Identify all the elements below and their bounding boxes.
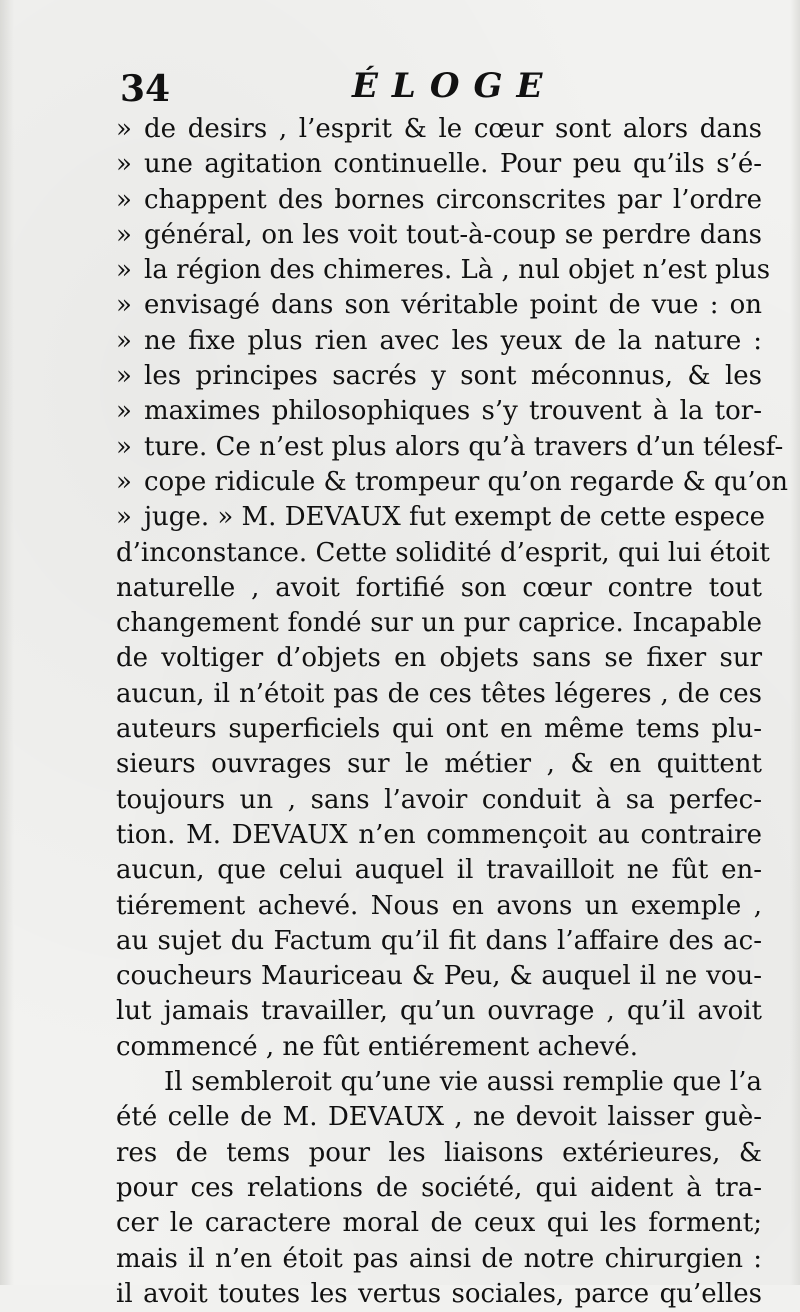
page-number: 34 bbox=[120, 68, 171, 110]
text-line: » la région des chimeres. Là , nul objet n’est plus bbox=[116, 253, 762, 288]
quote-mark: » bbox=[116, 466, 132, 497]
quote-mark: » bbox=[116, 431, 132, 462]
text-line: changement fondé sur un pur caprice. Incapable bbox=[116, 608, 762, 639]
quote-mark: » bbox=[116, 502, 132, 533]
text-line: il avoit toutes les vertus sociales, parce qu’elles bbox=[116, 1278, 762, 1309]
text-line: » une agitation continuelle. Pour peu qu’ils s’é- bbox=[116, 147, 762, 182]
page-header bbox=[120, 62, 760, 112]
quote-mark: » bbox=[116, 361, 132, 392]
text-line: » les principes sacrés y sont méconnus, & les bbox=[116, 359, 762, 394]
text-line: » ne fixe plus rien avec les yeux de la nature : bbox=[116, 324, 762, 359]
text-line: aucun, il n’étoit pas de ces têtes légeres , de ces bbox=[116, 678, 762, 709]
text-line: pour ces relations de société, qui aident à tra- bbox=[116, 1172, 762, 1203]
text-line: » envisagé dans son véritable point de vue : on bbox=[116, 288, 762, 323]
quote-mark: » bbox=[116, 219, 132, 250]
quote-mark: » bbox=[116, 149, 132, 180]
running-title: ÉLOGE bbox=[352, 66, 557, 106]
page-gutter-shadow bbox=[0, 0, 14, 1285]
text-line: cer le caractere moral de ceux qui les forment; bbox=[116, 1208, 762, 1239]
text-line: tion. M. DEVAUX n’en commençoit au contraire bbox=[116, 819, 762, 850]
quote-mark: » bbox=[116, 184, 132, 215]
text-line: » cope ridicule & trompeur qu’on regarde & qu’on bbox=[116, 465, 762, 500]
text-line: » chappent des bornes circonscrites par l’ordre bbox=[116, 183, 762, 218]
quote-mark: » bbox=[116, 396, 132, 427]
body-text bbox=[116, 112, 789, 1312]
text-line: d’inconstance. Cette solidité d’esprit, qui lui étoit bbox=[116, 537, 770, 568]
quote-mark: » bbox=[116, 114, 132, 144]
text-line: au sujet du Factum qu’il fit dans l’affaire des ac- bbox=[116, 925, 762, 956]
text-line: toujours un , sans l’avoir conduit à sa perfec- bbox=[116, 784, 762, 815]
text-line: » maximes philosophiques s’y trouvent à la tor- bbox=[116, 394, 762, 429]
text-line: aucun, que celui auquel il travailloit ne fût en- bbox=[116, 855, 762, 886]
text-line: » général, on les voit tout-à-coup se perdre dans bbox=[116, 218, 762, 253]
paragraph-start-line: Il sembleroit qu’une vie aussi remplie que l’a bbox=[164, 1067, 762, 1098]
text-line: » de desirs , l’esprit & le cœur sont alors dans bbox=[116, 112, 762, 147]
quote-mark: » bbox=[116, 325, 132, 356]
text-line: mais il n’en étoit pas ainsi de notre chirurgien : bbox=[116, 1243, 762, 1274]
text-line: auteurs superficiels qui ont en même tems plu- bbox=[116, 714, 762, 745]
text-line: coucheurs Mauriceau & Peu, & auquel il ne vou- bbox=[116, 961, 762, 992]
text-line: naturelle , avoit fortifié son cœur contre tout bbox=[116, 572, 762, 603]
quote-mark: » bbox=[116, 255, 132, 286]
text-line: de voltiger d’objets en objets sans se fixer sur bbox=[116, 643, 762, 674]
quote-mark: » bbox=[116, 290, 132, 321]
text-line: » juge. » M. DEVAUX fut exempt de cette espece bbox=[116, 500, 762, 535]
text-line: » ture. Ce n’est plus alors qu’à travers d’un télesf- bbox=[116, 430, 762, 465]
page-edge-shadow bbox=[790, 0, 800, 1285]
text-line: tiérement achevé. Nous en avons un exemple , bbox=[116, 890, 762, 921]
text-line: res de tems pour les liaisons extérieures, & bbox=[116, 1137, 762, 1168]
text-line: sieurs ouvrages sur le métier , & en quittent bbox=[116, 749, 762, 780]
paragraph-end-line: commencé , ne fût entiérement achevé. bbox=[116, 1031, 639, 1062]
text-line: lut jamais travailler, qu’un ouvrage , qu’il avoit bbox=[116, 996, 762, 1027]
text-line: été celle de M. DEVAUX , ne devoit laisser guè- bbox=[116, 1102, 762, 1133]
